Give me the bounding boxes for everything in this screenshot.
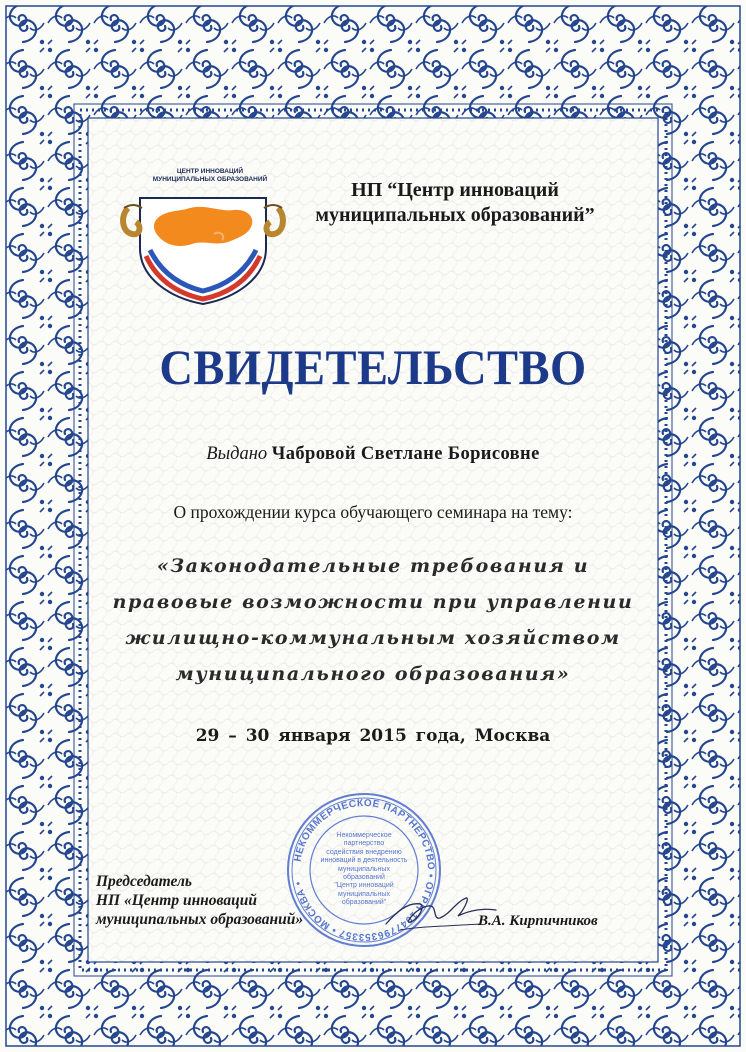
- stamp-line: Некоммерческое: [336, 832, 392, 839]
- issued-prefix: Выдано: [206, 444, 268, 464]
- signer-org-line1: НП «Центр инноваций: [96, 892, 257, 909]
- stamp-line: муниципальных: [338, 890, 390, 898]
- signer-name: В.А. Кирпичников: [478, 913, 598, 929]
- stamp-line: партнерство: [343, 840, 385, 848]
- logo-caption: [150, 168, 270, 183]
- topic-line4: муниципального образования»: [175, 663, 571, 685]
- recipient-name: Чабровой Светлане Борисовне: [271, 444, 540, 464]
- stamp-line: образований: [343, 874, 385, 882]
- stamp-line: содействия внедрению: [326, 848, 402, 856]
- seminar-topic: [70, 548, 676, 692]
- stamp-line: образований": [341, 899, 387, 907]
- certificate-title: СВИДЕТЕЛЬСТВО: [159, 339, 587, 395]
- date-location: 29 – 30 января 2015 года, Москва: [195, 726, 551, 746]
- organization-name-line1: НП “Центр инноваций: [351, 179, 559, 201]
- organization-name: [290, 178, 620, 228]
- handwritten-signature: [380, 880, 500, 940]
- stamp-line: "Центр инноваций: [334, 882, 394, 890]
- stamp-ring-textpath: НЕКОММЕРЧЕСКОЕ ПАРТНЕРСТВО • ОГРН 1047796353357 • МОСКВА •: [292, 797, 437, 943]
- course-intro: О прохождении курса обучающего семинара на тему:: [173, 502, 573, 522]
- stamp-line: муниципальных: [338, 865, 390, 873]
- signer-block: [96, 872, 376, 929]
- stamp-line: инноваций в деятельность: [320, 857, 408, 865]
- signer-role: Председатель: [96, 873, 192, 890]
- organization-name-line2: муниципальных образований”: [315, 204, 595, 226]
- signer-org-line2: муниципальных образований»: [96, 911, 304, 928]
- topic-line1: «Законодательные требования и: [156, 555, 590, 577]
- logo-caption-line1: ЦЕНТР ИННОВАЦИЙ: [176, 168, 244, 175]
- issued-to-line: [60, 444, 686, 465]
- topic-line3: жилищно-коммунальным хозяйством: [125, 627, 621, 649]
- logo-caption-line2: МУНИЦИПАЛЬНЫХ ОБРАЗОВАНИЙ: [152, 175, 268, 183]
- topic-line2: правовые возможности при управлении: [112, 591, 634, 613]
